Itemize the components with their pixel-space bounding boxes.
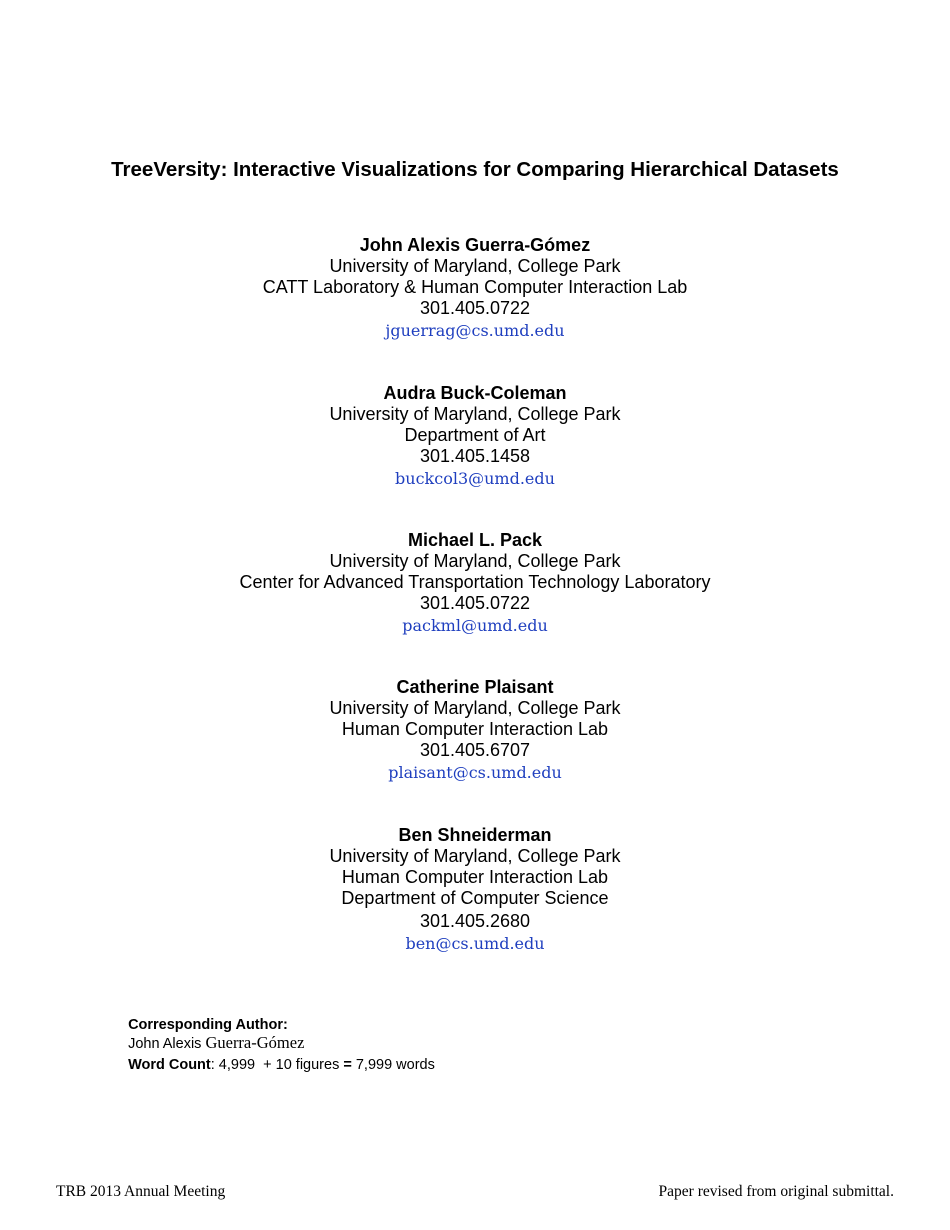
author-phone: 301.405.0722 xyxy=(419,593,531,613)
author-name: Catherine Plaisant xyxy=(396,677,554,697)
author-email-link[interactable]: packml@umd.edu xyxy=(402,616,548,635)
author-phone: 301.405.6707 xyxy=(419,740,531,760)
author-block-guerra-gomez xyxy=(0,235,950,342)
corresponding-author-last-name: Guerra-Gómez xyxy=(205,1033,305,1052)
word-count-equals: = xyxy=(343,1057,352,1073)
footer-meeting: TRB 2013 Annual Meeting xyxy=(56,1183,226,1200)
author-department: Department of Art xyxy=(404,425,546,445)
word-count xyxy=(120,1038,435,1074)
author-affiliation: University of Maryland, College Park xyxy=(329,846,621,866)
author-affiliation: University of Maryland, College Park xyxy=(329,551,621,571)
author-department: CATT Laboratory & Human Computer Interaction Lab xyxy=(262,277,688,297)
author-email-link[interactable]: buckcol3@umd.edu xyxy=(395,469,555,488)
author-block-pack xyxy=(0,530,950,637)
word-count-total: 7,999 words xyxy=(351,1057,435,1073)
author-block-shneiderman xyxy=(0,825,950,955)
author-block-plaisant xyxy=(0,677,950,784)
author-affiliation: University of Maryland, College Park xyxy=(329,404,621,424)
word-count-text: : 4,999 + 10 figures xyxy=(210,1057,344,1073)
author-email-link[interactable]: jguerrag@cs.umd.edu xyxy=(385,321,565,340)
author-department: Center for Advanced Transportation Technology Laboratory xyxy=(239,572,711,592)
author-name: John Alexis Guerra-Gómez xyxy=(359,235,591,255)
author-affiliation: University of Maryland, College Park xyxy=(329,698,621,718)
footer-revision-note: Paper revised from original submittal. xyxy=(658,1183,894,1200)
author-phone: 301.405.0722 xyxy=(419,298,531,318)
author-block-buck-coleman xyxy=(0,383,950,490)
author-email-link[interactable]: ben@cs.umd.edu xyxy=(405,934,545,953)
author-name: Ben Shneiderman xyxy=(398,825,552,845)
author-email-link[interactable]: plaisant@cs.umd.edu xyxy=(388,763,562,782)
author-department: Human Computer Interaction Lab xyxy=(341,719,609,739)
author-lab: Human Computer Interaction Lab xyxy=(341,867,609,887)
author-phone: 301.405.2680 xyxy=(419,911,531,931)
author-name: Michael L. Pack xyxy=(407,530,543,550)
author-department: Department of Computer Science xyxy=(341,888,609,908)
corresponding-author-first-name: John Alexis xyxy=(128,1036,206,1052)
author-name: Audra Buck-Coleman xyxy=(383,383,567,403)
corresponding-author-label: Corresponding Author: xyxy=(128,1017,288,1033)
page-title: TreeVersity: Interactive Visualizations for Comparing Hierarchical Datasets xyxy=(111,158,839,181)
author-phone: 301.405.1458 xyxy=(419,446,531,466)
word-count-label: Word Count xyxy=(128,1057,211,1073)
author-affiliation: University of Maryland, College Park xyxy=(329,256,621,276)
